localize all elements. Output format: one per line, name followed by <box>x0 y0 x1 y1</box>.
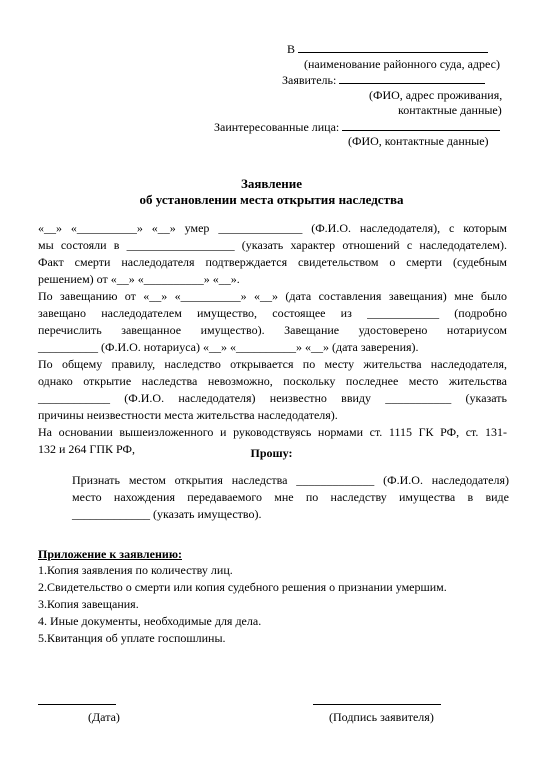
body-line: 132 и 264 ГПК РФ, <box>38 442 135 456</box>
attachments-list <box>38 562 447 647</box>
attachments-title: Приложение к заявлению: <box>38 547 182 561</box>
attachment-item: 3.Копия завещания. <box>38 597 139 611</box>
body-line: Факт смерти наследодателя подтверждается свидетельством о смерти (судебным <box>38 255 507 269</box>
attachment-item: 5.Квитанция об уплате госпошлины. <box>38 631 226 645</box>
document-title: Заявление <box>240 176 303 191</box>
signature-label: (Подпись заявителя) <box>329 710 434 724</box>
request-heading: Прошу: <box>250 446 293 460</box>
body-line: завещано наследодателем имущество, состоящее из ____________ (подробно <box>38 306 507 320</box>
request-text <box>72 472 509 523</box>
applicant-hint-2: контактные данные) <box>398 103 502 117</box>
interested-blank <box>342 118 500 131</box>
attachment-item: 4. Иные документы, необходимые для дела. <box>38 614 262 628</box>
court-hint: (наименование районного суда, адрес) <box>304 57 500 71</box>
body-line: ____________ (Ф.И.О. наследодателя) неизвестно ввиду ___________ (указать <box>38 391 507 405</box>
body-line: На основании вышеизложенного и руководствуясь нормами ст. 1115 ГК РФ, ст. 131- <box>38 425 507 439</box>
interested-hint: (ФИО, контактные данные) <box>348 134 489 148</box>
interested-label: Заинтересованные лица: <box>214 120 340 134</box>
date-label: (Дата) <box>88 710 120 724</box>
court-prefix: В <box>287 42 296 56</box>
body-line: мы состояли в __________________ (указать характер отношений с наследодателем). <box>38 238 507 252</box>
body-line: __________ (Ф.И.О. нотариуса) «__» «__________» «__» (дата заверения). <box>38 340 419 354</box>
applicant-label: Заявитель: <box>282 73 337 87</box>
body-line: однако открытие наследства невозможно, поскольку последнее место жительства <box>38 374 507 388</box>
body-text <box>38 220 507 458</box>
applicant-hint-1: (ФИО, адрес проживания, <box>369 88 503 102</box>
request-line: Признать местом открытия наследства _____________ (Ф.И.О. наследодателя) <box>72 473 509 487</box>
applicant-blank <box>339 71 485 84</box>
date-line <box>38 704 116 705</box>
request-line: _____________ (указать имущество). <box>72 507 262 521</box>
body-line: решением) от «__» «__________» «__». <box>38 272 240 286</box>
attachment-item: 2.Свидетельство о смерти или копия судебного решения о признании умершим. <box>38 580 447 594</box>
body-line: По общему правилу, наследство открывается по месту жительства наследодателя, <box>38 357 507 371</box>
court-blank <box>298 40 488 53</box>
signature-line <box>313 704 441 705</box>
body-line: перечислить завещанное имущество). Завещание удостоверено нотариусом <box>38 323 507 337</box>
body-line: причины неизвестности места жительства наследодателя). <box>38 408 338 422</box>
body-line: По завещанию от «__» «__________» «__» (дата составления завещания) мне было <box>38 289 507 303</box>
request-line: место нахождения передаваемого мне по наследству имущества в виде <box>72 490 509 504</box>
document-subtitle: об установлении места открытия наследства <box>139 192 404 207</box>
body-line: «__» «__________» «__» умер ______________ (Ф.И.О. наследодателя), с которым <box>38 221 507 235</box>
attachment-item: 1.Копия заявления по количеству лиц. <box>38 563 233 577</box>
